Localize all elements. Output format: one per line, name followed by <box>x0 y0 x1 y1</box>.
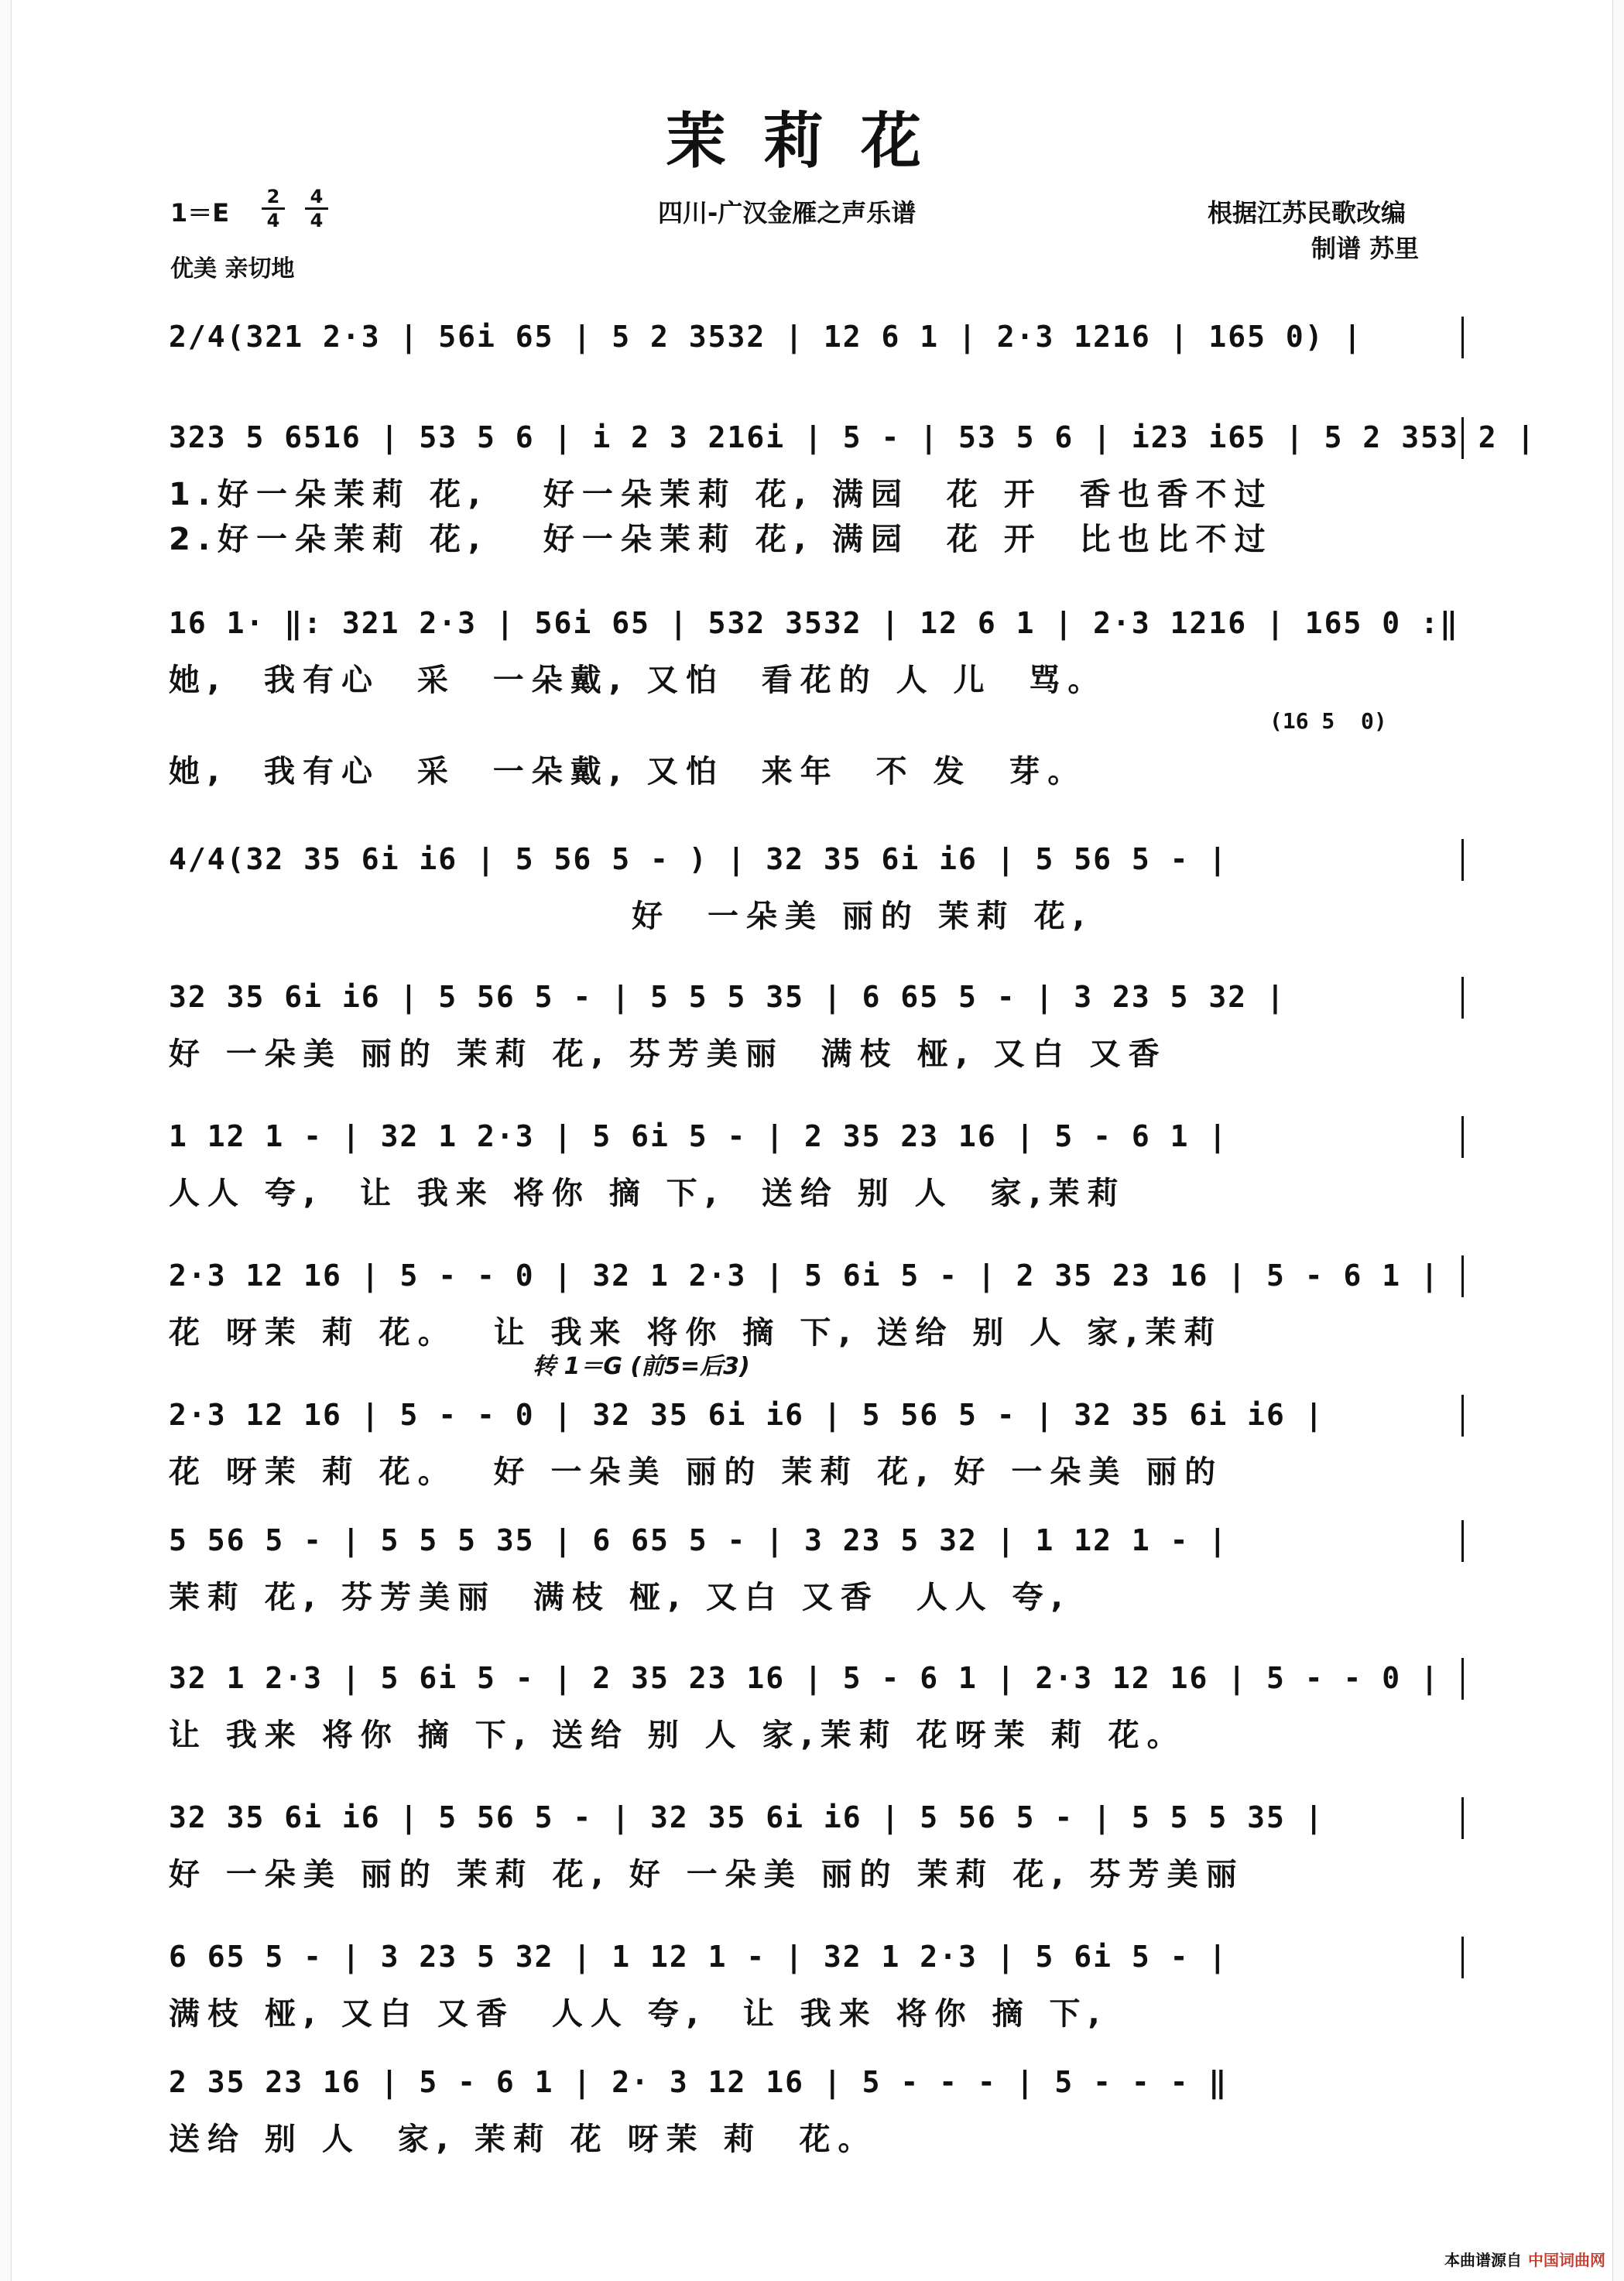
barline <box>1461 1395 1464 1437</box>
score-line-11 <box>169 1794 1469 1918</box>
score-line-12 <box>169 1933 1469 2057</box>
lyric-verse-1: 好 一朵美 丽的 茉莉 花, <box>169 899 1092 934</box>
barline <box>1461 317 1464 358</box>
lyric-verse-1: 好 一朵美 丽的 茉莉 花, 芬芳美丽 满枝 桠, 又白 又香 <box>169 1036 1167 1072</box>
notation: 2/4(321 2·3 | 56i 65 | 5 2 3532 | 12 6 1 | 2·3 1216 | 165 0) | <box>169 320 1363 354</box>
score-line-4 <box>169 836 1469 960</box>
song-title: 茉莉花 <box>665 106 958 176</box>
notation: 1 12 1 - | 32 1 2·3 | 5 6i 5 - | 2 35 23 16 | 5 - 6 1 | <box>169 1119 1228 1153</box>
barline <box>1461 1658 1464 1700</box>
score-line-9 <box>169 1517 1469 1641</box>
lyric-verse-1: 满枝 桠, 又白 又香 人人 夸, 让 我来 将你 摘 下, <box>169 1996 1108 2032</box>
left-margin-strip <box>0 0 12 2281</box>
score-line-13 <box>169 2059 1469 2183</box>
lyric-verse-1: 1.好一朵茉莉 花, 好一朵茉莉 花, 满园 花 开 香也香不过 <box>169 477 1273 512</box>
score-line-10 <box>169 1655 1469 1779</box>
lyric-verse-1: 送给 别 人 家, 茉莉 花 呀茉 莉 花。 <box>169 2122 877 2157</box>
barline <box>1461 1797 1464 1839</box>
time-signature-4-4: 4 4 <box>305 187 328 230</box>
alt-ending-notes: (16 5 0) <box>1269 708 1387 734</box>
lyric-verse-1: 她, 我有心 采 一朵戴, 又怕 看花的 人 儿 骂。 <box>169 663 1107 698</box>
barline <box>1461 977 1464 1019</box>
notation: 2·3 12 16 | 5 - - 0 | 32 1 2·3 | 5 6i 5 - | 2 35 23 16 | 5 - 6 1 | <box>169 1259 1440 1293</box>
footer-source-label: 本曲谱源自 <box>1444 2251 1522 2269</box>
notation: 6 65 5 - | 3 23 5 32 | 1 12 1 - | 32 1 2·3 | 5 6i 5 - | <box>169 1940 1228 1974</box>
lyric-verse-1: 茉莉 花, 芬芳美丽 满枝 桠, 又白 又香 人人 夸, <box>169 1580 1071 1615</box>
barline <box>1461 417 1464 459</box>
notation: 2·3 12 16 | 5 - - 0 | 32 35 6i i6 | 5 56 5 - | 32 35 6i i6 | <box>169 1398 1324 1432</box>
notation: 32 1 2·3 | 5 6i 5 - | 2 35 23 16 | 5 - 6 1 | 2·3 12 16 | 5 - - 0 | <box>169 1661 1440 1695</box>
notation: 323 5 6516 | 53 5 6 | i 2 3 216i | 5 - | 53 5 6 | i23 i65 | 5 2 353 2 | <box>169 420 1537 454</box>
lyric-verse-1: 让 我来 将你 摘 下, 送给 别 人 家,茉莉 花呀茉 莉 花。 <box>169 1718 1186 1753</box>
key-change-label: 转 1＝G (前5=后3) <box>533 1353 750 1380</box>
notation: 2 35 23 16 | 5 - 6 1 | 2· 3 12 16 | 5 - - - | 5 - - - ‖ <box>169 2065 1228 2099</box>
right-margin-strip <box>1612 0 1624 2281</box>
barline <box>1461 1255 1464 1297</box>
footer-brand-link[interactable]: 中国词曲网 <box>1528 2251 1605 2269</box>
notation: 4/4(32 35 6i i6 | 5 56 5 - ) | 32 35 6i i6 | 5 56 5 - | <box>169 842 1228 876</box>
lyric-verse-1: 花 呀茉 莉 花。 好 一朵美 丽的 茉莉 花, 好 一朵美 丽的 <box>169 1454 1224 1490</box>
key-signature: 1＝E <box>170 198 230 228</box>
barline <box>1461 1937 1464 1978</box>
lyric-verse-2: 她, 我有心 采 一朵戴, 又怕 来年 不 发 芽。 <box>169 754 1087 789</box>
time-signature-2-4: 2 4 <box>262 187 285 230</box>
lyric-verse-1: 花 呀茉 莉 花。 让 我来 将你 摘 下, 送给 别 人 家,茉莉 <box>169 1315 1223 1351</box>
barline <box>1461 1520 1464 1562</box>
publisher-label: 四川-广汉金雁之声乐谱 <box>658 198 916 228</box>
notation: 32 35 6i i6 | 5 56 5 - | 32 35 6i i6 | 5 56 5 - | 5 5 5 35 | <box>169 1800 1324 1834</box>
score-line-2 <box>169 414 1537 557</box>
lyric-verse-2: 2.好一朵茉莉 花, 好一朵茉莉 花, 满园 花 开 比也比不过 <box>169 522 1273 557</box>
barline <box>1461 839 1464 881</box>
arrangement-credit: 根据江苏民歌改编 <box>1208 198 1406 228</box>
notation: 5 56 5 - | 5 5 5 35 | 6 65 5 - | 3 23 5 32 | 1 12 1 - | <box>169 1523 1228 1557</box>
barline <box>1461 1116 1464 1158</box>
notation: 32 35 6i i6 | 5 56 5 - | 5 5 5 35 | 6 65 5 - | 3 23 5 32 | <box>169 980 1286 1014</box>
lyric-verse-1: 好 一朵美 丽的 茉莉 花, 好 一朵美 丽的 茉莉 花, 芬芳美丽 <box>169 1857 1245 1892</box>
score-line-3 <box>169 600 1469 789</box>
score-line-6 <box>169 1113 1469 1237</box>
transcriber-credit: 制谱 苏里 <box>1311 234 1420 263</box>
tempo-marking: 优美 亲切地 <box>170 255 295 283</box>
page-footer <box>1444 2248 1605 2270</box>
lyric-verse-1: 人人 夸, 让 我来 将你 摘 下, 送给 别 人 家,茉莉 <box>169 1176 1126 1211</box>
score-line-5 <box>169 974 1469 1098</box>
notation: 16 1· ‖: 321 2·3 | 56i 65 | 532 3532 | 12 6 1 | 2·3 1216 | 165 0 :‖ <box>169 606 1459 640</box>
score-line-7 <box>169 1252 1469 1380</box>
score-line-8 <box>169 1392 1469 1516</box>
